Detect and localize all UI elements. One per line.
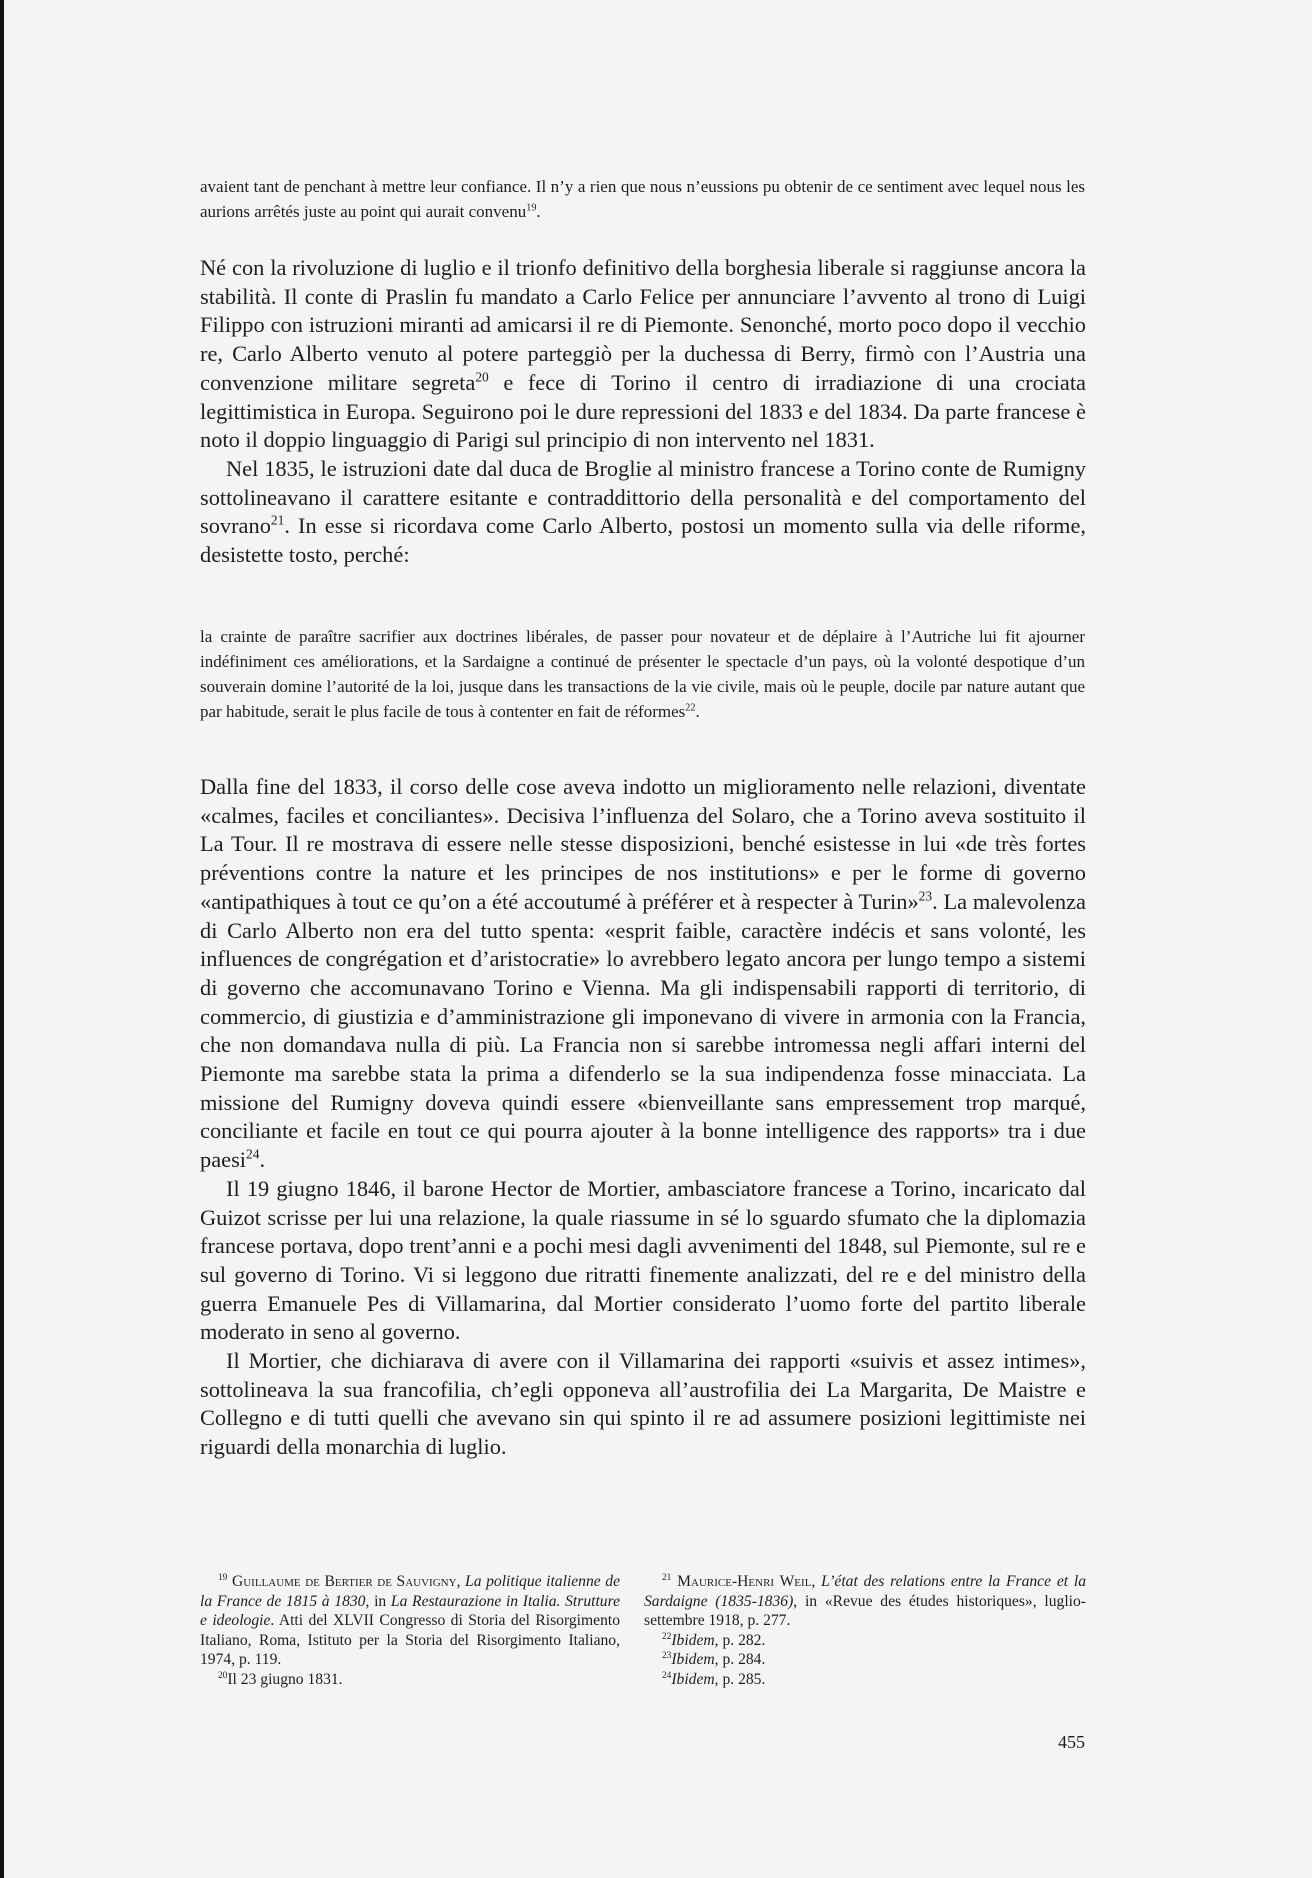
footnote-ref-24[interactable]: 24 [246,1146,260,1162]
paragraph-3: Dalla fine del 1833, il corso delle cose aveva indotto un miglioramento nelle relazioni, diventate «calmes, faciles et conciliantes». Decisiva l’influenza del Solaro, che a Torino aveva sostituito il La Tour. Il re mostrava di essere nelle stesse disposizioni, benché esistesse in lui «de très fortes préventions contre la nature et les principes de nos institutions» e per le forme di governo «antipathiques à tout ce qu’on a été accoutumé à préférer et à respecter à Turin»$^{23}$. La malevolenza di Carlo Alberto non era del tutto spenta: «esprit faible, caractère indécis et sans volonté, les influences de congrégation et d’aristocratie» lo avrebbero legato ancora per lungo tempo a sistemi di governo che accomunavano Torino e Vienna. Ma gli indispensabili rapporti di territorio, di commercio, di giustizia e d’amministrazione gli imponevano di vivere in armonia con la Francia, che non domandava nulla di più. La Francia non si sarebbe intromessa negli affari interni del Piemonte ma sarebbe stata la prima a difenderlo se la sua indipendenza fosse minacciata. La missione del Rumigny doveva quindi essere «bienveillante sans empressement trop marqué, conciliante et facile en tout ce qui pourra ajouter à la bonne intelligence des rapports» tra i due paesi$^{24}$. [200,774,1086,1173]
footnote-19: $^{19}$ Guillaume de Bertier de Sauvigny, La politique italienne de la France de 1815 à 1830, in La Restaurazione in Italia. Strutture e ideologie. Atti del XLVII Congresso di Storia del Risorgimento Italiano, Roma, Istituto per la Storia del Risorgimento Italiano, 1974, p. 119. [200,1572,621,1668]
footnote-ref-22[interactable]: 22 [685,702,696,714]
block-quote-top [200,174,1085,224]
quote-paragraph: avaient tant de penchant à mettre leur confiance. Il n’y a rien que nous n’eussions pu obtenir de ce sentiment avec lequel nous les aurions arrêtés juste au point qui aurait convenu$^{19}$. [200,177,1085,221]
footnote-ref-21[interactable]: 21 [270,512,285,528]
body-text-section-2 [200,773,1086,1462]
footnotes-right-column [644,1572,1086,1689]
footnotes-left-column [200,1572,620,1689]
footnote-ref-20[interactable]: 20 [475,369,489,385]
footnote-23: $^{23}$Ibidem, p. 284. [662,1650,766,1668]
footnote-ref-23[interactable]: 23 [918,888,933,904]
body-text-section-1 [200,254,1086,570]
page-number: 455 [1058,1732,1085,1752]
footnote-24: $^{24}$Ibidem, p. 285. [662,1670,766,1688]
quote-paragraph: la crainte de paraître sacrifier aux doctrines libérales, de passer pour novateur et de déplaire à l’Autriche lui fit ajourner indéfiniment ces améliorations, et la Sardaigne a continué de présenter le spectacle d’un pays, où la volonté despotique d’un souverain domine l’autorité de la loi, jusque dans les transactions de la vie civile, mais où le peuple, docile par nature autant que par habitude, serait le plus facile de tous à contenter en fait de réformes$^{22}$. [200,627,1085,721]
paragraph-1: Né con la rivoluzione di luglio e il trionfo definitivo della borghesia liberale si raggiunse ancora la stabilità. Il conte di Praslin fu mandato a Carlo Felice per annunciare l’avvento al trono di Luigi Filippo con istruzioni miranti ad amicarsi il re di Piemonte. Senonché, morto poco dopo il vecchio re, Carlo Alberto venuto al potere parteggiò per la duchessa di Berry, firmò con l’Austria una convenzione militare segreta$^{20}$ e fece di Torino il centro di irradiazione di una crociata legittimistica in Europa. Seguirono poi le dure repressioni del 1833 e del 1834. Da parte francese è noto il doppio linguaggio di Parigi sul principio di non intervento nel 1831. [200,255,1086,453]
paragraph-4: Il 19 giugno 1846, il barone Hector de Mortier, ambasciatore francese a Torino, incaricato dal Guizot scrisse per lui una relazione, la quale riassume in sé lo sguardo sfumato che la diplomazia francese portava, dopo trent’anni e a pochi mesi dagli avvenimenti del 1848, sul Piemonte, sul re e sul governo di Torino. Vi si leggono due ritratti finemente analizzati, del re e del ministro della guerra Emanuele Pes di Villamarina, dal Mortier considerato l’uomo forte del partito liberale moderato in seno al governo. [200,1175,1086,1345]
paragraph-2: Nel 1835, le istruzioni date dal duca de Broglie al ministro francese a Torino conte de Rumigny sottolineavano il carattere esitante e contraddittorio della personalità e del comportamento del sovrano$^{21}$. In esse si ricordava come Carlo Alberto, postosi un momento sulla via delle riforme, desistette tosto, perché: [200,455,1086,568]
paragraph-5: Il Mortier, che dichiarava di avere con il Villamarina dei rapporti «suivis et assez intimes», sottolineava la sua francofilia, ch’egli opponeva all’austrofilia dei La Margarita, De Maistre e Collegno e di tutti quelli che avevano sin qui spinto il re ad assumere posizioni legittimiste nei riguardi della monarchia di luglio. [200,1348,1086,1460]
footnote-21: $^{21}$ Maurice-Henri Weil, L’état des relations entre la France et la Sardaigne (1835-1836), in «Revue des études historiques», luglio-settembre 1918, p. 277. [644,1572,1086,1629]
footnote-22: $^{22}$Ibidem, p. 282. [662,1631,766,1649]
footnote-ref-19[interactable]: 19 [526,202,537,214]
footnote-20: $^{20}$Il 23 giugno 1831. [218,1670,343,1688]
block-quote-middle [200,624,1085,724]
